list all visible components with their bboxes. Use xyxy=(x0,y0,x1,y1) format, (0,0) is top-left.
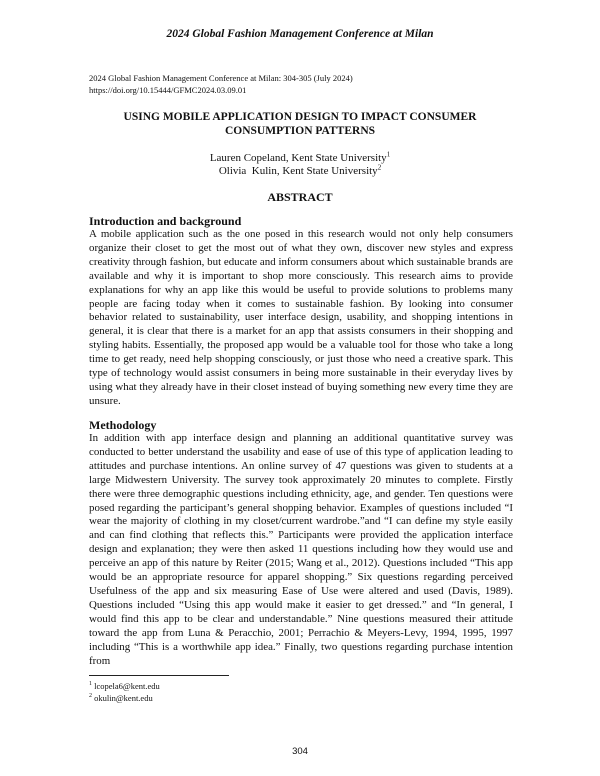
section-body: A mobile application such as the one posed in this research would not only help consumers organize their closet to get the most out of what they own, discover new styles and express creativity through fashion, but educate and inform consumers about which sustainable brands are available and why it is important to shop more consciously. This research aims to provide explanations for why an app like this would be useful to provide solutions to problems many people are facing today when it comes to sustainable fashion. By looking into consumer behavior related to sustainability, user interface design, usability, and shopping intentions in general, it is clear that there is a market for an app that assists consumers in their shopping and styling habits. Essentially, the proposed app would be a valuable tool for those who take a long time to get ready, need help shopping consciously, or just those who need a creative spark. This type of technology would assist consumers in being more sustainable in their everyday lives by using what they already have in their closet instead of buying something new every time they are unsure. xyxy=(89,228,513,407)
footnote-marker: 1 xyxy=(386,150,391,159)
citation-line: 2024 Global Fashion Management Conference at Milan: 304-305 (July 2024) xyxy=(89,73,353,83)
doi-link[interactable]: https://doi.org/10.15444/GFMC2024.03.09.01 xyxy=(89,85,247,95)
author-name: Lauren Copeland, Kent State University xyxy=(209,152,387,164)
section-introduction xyxy=(89,214,513,409)
section-heading: Introduction and background xyxy=(89,214,242,228)
author-name: Olivia Kulin, Kent State University xyxy=(218,165,378,177)
abstract-heading: ABSTRACT xyxy=(267,190,333,204)
title-line: CONSUMPTION PATTERNS xyxy=(224,125,376,137)
footnote-marker: 2 xyxy=(89,693,92,700)
footnotes xyxy=(89,680,160,704)
author-line xyxy=(0,152,600,165)
page-number: 304 xyxy=(292,746,308,757)
footnote-email[interactable]: okulin@kent.edu xyxy=(94,693,153,703)
author-line xyxy=(0,165,600,178)
footnote-marker: 2 xyxy=(377,163,382,172)
section-methodology xyxy=(89,418,513,668)
footnote-marker: 1 xyxy=(89,681,92,688)
footnote-divider xyxy=(89,675,229,676)
citation-block xyxy=(89,72,353,96)
running-head: 2024 Global Fashion Management Conference at Milan xyxy=(166,28,434,40)
section-heading: Methodology xyxy=(89,418,157,432)
title-line: USING MOBILE APPLICATION DESIGN TO IMPACT CONSUMER xyxy=(123,111,477,123)
section-body: In addition with app interface design and planning an additional quantitative survey was conducted to better understand the usability and ease of use of this type of application leading to attitudes and purchase intentions. An online survey of 47 questions was given to students at a large Midwestern University. The survey took approximately 20 minutes to complete. Firstly there were three demographic questions including ethnicity, age, and gender. Ten questions were posed regarding the participant’s general shopping behavior. Examples of questions included “I wear the majority of clothing in my closet/current wardrobe.”and “I can define my style easily and can find clothing that reflects this.” Participants were provided the application interface design and explanation; they were then asked 11 questions including how they would use and perceive an app of this nature by Reiter (2015; Wang et al., 2012). Questions included “This app would be an appropriate resource for apparel shopping.” Six questions regarding perceived Usefulness of the app and six measuring Ease of Use were altered and used (Davis, 1989). Questions included “Using this app would make it easier to get dressed.” and “In general, I would find this app to be clear and understandable.” Nine questions measured their attitude toward the app from Luna & Peracchio, 2001; Perrachio & Meyers-Levy, 1994, 1995, 1997 including “This is a worthwhile app idea.” Finally, two questions regarding purchase intention from xyxy=(89,432,513,667)
paper-title xyxy=(0,110,600,138)
footnote xyxy=(89,680,160,692)
footnote-email[interactable]: lcopela6@kent.edu xyxy=(94,681,160,691)
footnote xyxy=(89,692,160,704)
author-list xyxy=(0,152,600,178)
